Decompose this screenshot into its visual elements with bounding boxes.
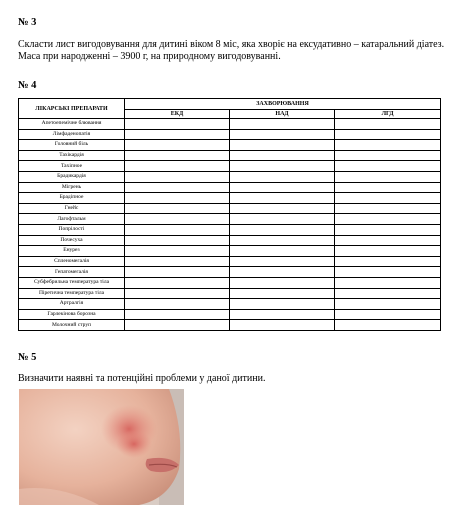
empty-cell[interactable]	[230, 309, 335, 320]
empty-cell[interactable]	[335, 214, 441, 225]
table-row	[19, 224, 441, 235]
empty-cell[interactable]	[230, 267, 335, 278]
empty-cell[interactable]	[125, 320, 230, 331]
table-row	[19, 235, 441, 246]
empty-cell[interactable]	[335, 246, 441, 257]
table-row	[19, 140, 441, 151]
empty-cell[interactable]	[230, 214, 335, 225]
empty-cell[interactable]	[335, 119, 441, 130]
empty-cell[interactable]	[335, 309, 441, 320]
empty-cell[interactable]	[335, 129, 441, 140]
empty-cell[interactable]	[335, 299, 441, 310]
empty-cell[interactable]	[125, 235, 230, 246]
row-label: Лімфаденопатія	[19, 129, 125, 140]
task-3-line-2: Маса при народженні – 3900 г, на природному вигодовуванні.	[18, 50, 281, 62]
empty-cell[interactable]	[125, 193, 230, 204]
empty-cell[interactable]	[230, 129, 335, 140]
empty-cell[interactable]	[335, 150, 441, 161]
empty-cell[interactable]	[335, 193, 441, 204]
child-face-photo	[19, 389, 184, 505]
row-label: Гепатомегалія	[19, 267, 125, 278]
diseases-table	[18, 98, 441, 331]
empty-cell[interactable]	[125, 224, 230, 235]
empty-cell[interactable]	[335, 182, 441, 193]
empty-cell[interactable]	[230, 320, 335, 331]
empty-cell[interactable]	[335, 288, 441, 299]
empty-cell[interactable]	[230, 277, 335, 288]
table-row	[19, 171, 441, 182]
table-row	[19, 267, 441, 278]
row-label: Головний біль	[19, 140, 125, 151]
empty-cell[interactable]	[125, 140, 230, 151]
empty-cell[interactable]	[335, 277, 441, 288]
empty-cell[interactable]	[230, 299, 335, 310]
row-label: Піретична температура тіла	[19, 288, 125, 299]
table-row	[19, 161, 441, 172]
task-3-line-1: Скласти лист вигодовування для дитині віком 8 міс, яка хворіє на ексудативно – катаральний діатез.	[18, 39, 445, 50]
header-lgd: ЛГД	[335, 110, 441, 119]
task-3-text	[18, 39, 468, 62]
empty-cell[interactable]	[125, 150, 230, 161]
table-row	[19, 288, 441, 299]
task-5-number: № 5	[18, 352, 37, 363]
row-label: Почесуха	[19, 235, 125, 246]
header-nad: НАД	[230, 110, 335, 119]
table-body	[19, 119, 441, 331]
empty-cell[interactable]	[230, 150, 335, 161]
task-5-text: Визначити наявні та потенційні проблеми у даної дитини.	[18, 373, 266, 384]
table-row	[19, 182, 441, 193]
table-row	[19, 150, 441, 161]
row-label: Гнейс	[19, 203, 125, 214]
empty-cell[interactable]	[230, 235, 335, 246]
empty-cell[interactable]	[125, 182, 230, 193]
empty-cell[interactable]	[125, 129, 230, 140]
row-label: Молочний струп	[19, 320, 125, 331]
empty-cell[interactable]	[230, 288, 335, 299]
row-label: Лагофтальм	[19, 214, 125, 225]
empty-cell[interactable]	[335, 171, 441, 182]
empty-cell[interactable]	[230, 203, 335, 214]
table-row	[19, 193, 441, 204]
table-row	[19, 277, 441, 288]
empty-cell[interactable]	[335, 235, 441, 246]
empty-cell[interactable]	[335, 224, 441, 235]
row-label: Спленомегалія	[19, 256, 125, 267]
task-3-number: № 3	[18, 17, 37, 28]
table-row	[19, 299, 441, 310]
empty-cell[interactable]	[335, 140, 441, 151]
empty-cell[interactable]	[125, 119, 230, 130]
empty-cell[interactable]	[335, 320, 441, 331]
row-label: Апетоепемічне блювання	[19, 119, 125, 130]
child-face-illustration	[19, 389, 184, 505]
empty-cell[interactable]	[125, 171, 230, 182]
empty-cell[interactable]	[125, 309, 230, 320]
row-label: Мігрень	[19, 182, 125, 193]
empty-cell[interactable]	[125, 256, 230, 267]
row-label: Енурез	[19, 246, 125, 257]
table-row	[19, 320, 441, 331]
empty-cell[interactable]	[125, 288, 230, 299]
header-diseases: ЗАХВОРЮВАННЯ	[125, 99, 441, 110]
empty-cell[interactable]	[335, 161, 441, 172]
empty-cell[interactable]	[230, 140, 335, 151]
row-label: Субфебрильна температура тіла	[19, 277, 125, 288]
empty-cell[interactable]	[230, 193, 335, 204]
table-row	[19, 119, 441, 130]
row-label: Гарлекінова борозна	[19, 309, 125, 320]
row-label: Брадикардія	[19, 171, 125, 182]
empty-cell[interactable]	[230, 224, 335, 235]
table-row	[19, 246, 441, 257]
row-label: Артралгія	[19, 299, 125, 310]
empty-cell[interactable]	[335, 267, 441, 278]
empty-cell[interactable]	[230, 161, 335, 172]
empty-cell[interactable]	[230, 182, 335, 193]
empty-cell[interactable]	[125, 161, 230, 172]
row-label: Брадіпное	[19, 193, 125, 204]
row-label: Попрілості	[19, 224, 125, 235]
empty-cell[interactable]	[125, 246, 230, 257]
empty-cell[interactable]	[125, 277, 230, 288]
empty-cell[interactable]	[335, 256, 441, 267]
empty-cell[interactable]	[230, 171, 335, 182]
task-4-number: № 4	[18, 80, 37, 91]
row-label: Тахікардія	[19, 150, 125, 161]
header-ekd: ЕКД	[125, 110, 230, 119]
empty-cell[interactable]	[230, 246, 335, 257]
empty-cell[interactable]	[125, 299, 230, 310]
empty-cell[interactable]	[335, 203, 441, 214]
empty-cell[interactable]	[230, 256, 335, 267]
header-drugs: ЛІКАРСЬКІ ПРЕПАРАТИ	[19, 99, 125, 119]
table-row	[19, 309, 441, 320]
table-row	[19, 214, 441, 225]
row-label: Тахіпное	[19, 161, 125, 172]
empty-cell[interactable]	[230, 119, 335, 130]
empty-cell[interactable]	[125, 267, 230, 278]
table-row	[19, 256, 441, 267]
table-row	[19, 203, 441, 214]
table-row	[19, 129, 441, 140]
empty-cell[interactable]	[125, 214, 230, 225]
empty-cell[interactable]	[125, 203, 230, 214]
